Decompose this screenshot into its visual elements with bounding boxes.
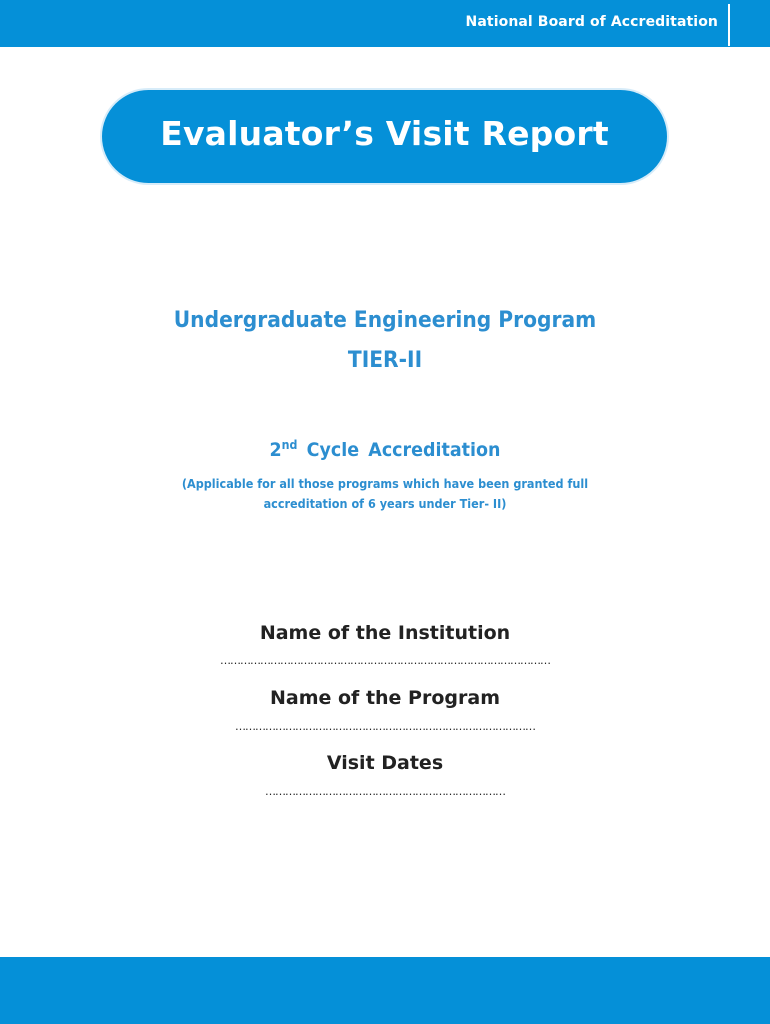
organization-name: National Board of Accreditation	[465, 14, 718, 30]
institution-label: Name of the Institution	[259, 622, 511, 644]
program-blank: ………………………………………………………………………………	[235, 720, 535, 733]
cycle-heading	[31, 438, 739, 461]
header-divider	[728, 4, 730, 46]
cycle-word: Cycle	[306, 439, 360, 461]
cycle-accreditation: Accreditation	[368, 439, 501, 461]
tier-label: TIER-II	[347, 348, 423, 373]
footer-band	[0, 957, 770, 1024]
program-label: Name of the Program	[269, 687, 500, 709]
title-banner	[102, 90, 667, 183]
header-band	[0, 0, 770, 47]
program-type: Undergraduate Engineering Program	[173, 308, 597, 333]
visit-dates-label: Visit Dates	[326, 752, 444, 774]
report-title: Evaluator’s Visit Report	[160, 114, 609, 153]
applicability-line-1: (Applicable for all those programs which have been granted full	[181, 476, 589, 491]
applicability-note	[39, 474, 732, 514]
cycle-number: 2	[269, 439, 282, 461]
visit-dates-blank: ………………………………………………………………	[265, 785, 505, 798]
cycle-suffix: nd	[281, 438, 298, 452]
applicability-line-2: accreditation of 6 years under Tier- II)	[263, 496, 507, 511]
institution-blank: ………………………………………………………………………………………	[220, 654, 550, 667]
